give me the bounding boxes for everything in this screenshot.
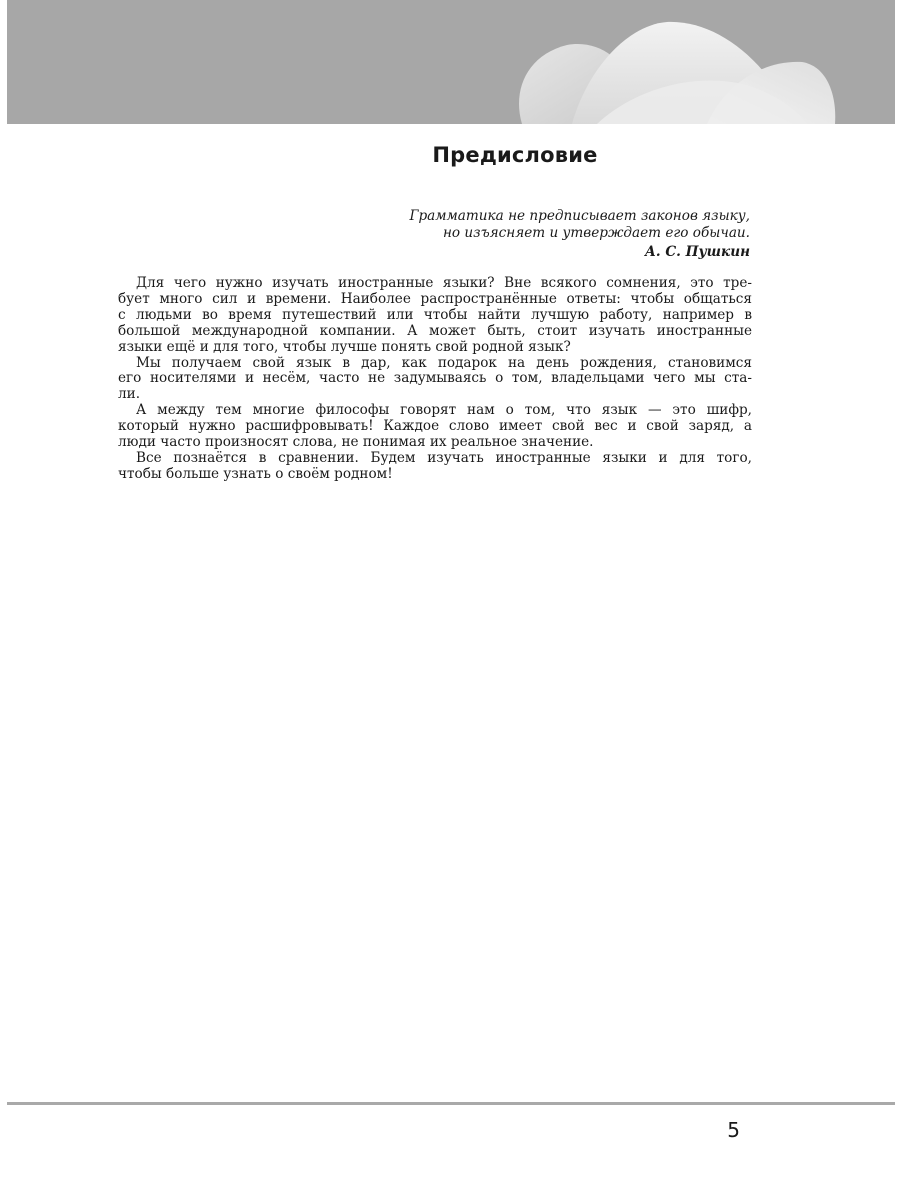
paragraph [118,356,752,404]
body-text [118,276,752,483]
paragraph [118,403,752,451]
petal-decoration [7,0,895,124]
page-number: 5 [727,1118,740,1142]
text-line: чтобы больше узнать о своём родном! [118,465,393,482]
epigraph-line: но изъясняет и утверждает его обычаи. [442,225,750,241]
text-line: Мы получаем свой язык в дар, как подарок на день рождения, становимся [136,354,752,371]
epigraph-author: А. С. Пушкин [644,244,750,260]
text-line: Все познаётся в сравнении. Будем изучать иностранные языки и для того, [136,449,752,466]
text-line: люди часто произносят слова, не понимая их реальное значение. [118,434,594,451]
header-decoration-band [7,0,895,124]
text-line: с людьми во время путешествий или чтобы найти лучшую работу, например в [118,306,752,323]
text-line: который нужно расшифровывать! Каждое слово имеет свой вес и свой заряд, а [118,418,752,435]
epigraph [300,208,750,242]
text-line: языки ещё и для того, чтобы лучше понять свой родной язык? [118,338,571,355]
text-line: Для чего нужно изучать иностранные языки? Вне всякого сомнения, это тре- [136,275,752,291]
text-line: большой международной компании. А может быть, стоит изучать иностранные [118,322,752,339]
text-line: его носителями и несём, часто не задумываясь о том, владельцами чего мы ста- [118,370,752,387]
paragraph [118,276,752,356]
text-line: А между тем многие философы говорят нам о том, что язык — это шифр, [136,402,752,419]
paragraph [118,451,752,483]
epigraph-line: Грамматика не предписывает законов языку, [409,208,750,224]
footer-rule [7,1102,895,1105]
page-title: Предисловие [432,143,598,167]
text-line: ли. [118,386,141,403]
text-line: бует много сил и времени. Наиболее распространённые ответы: чтобы общаться [118,290,752,307]
